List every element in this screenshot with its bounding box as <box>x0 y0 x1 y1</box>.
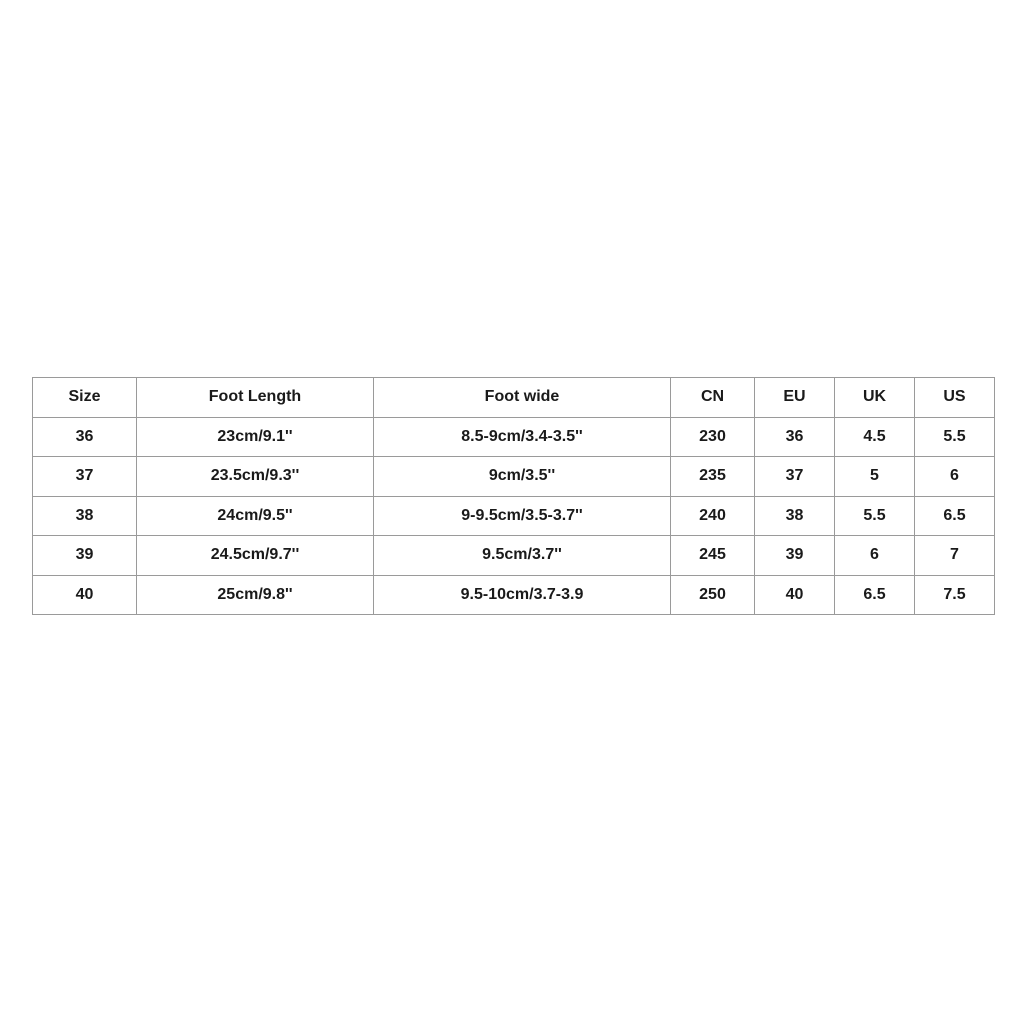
cell-size: 39 <box>33 536 137 576</box>
header-eu: EU <box>755 378 835 418</box>
header-uk: UK <box>835 378 915 418</box>
cell-foot-wide: 9.5cm/3.7'' <box>374 536 671 576</box>
cell-us: 5.5 <box>915 417 995 457</box>
cell-foot-wide: 9.5-10cm/3.7-3.9 <box>374 575 671 615</box>
cell-eu: 40 <box>755 575 835 615</box>
cell-cn: 230 <box>671 417 755 457</box>
header-size: Size <box>33 378 137 418</box>
cell-foot-length: 24cm/9.5'' <box>137 496 374 536</box>
header-cn: CN <box>671 378 755 418</box>
cell-foot-wide: 9-9.5cm/3.5-3.7'' <box>374 496 671 536</box>
cell-uk: 6 <box>835 536 915 576</box>
table-row <box>33 457 995 497</box>
cell-foot-length: 25cm/9.8'' <box>137 575 374 615</box>
cell-eu: 36 <box>755 417 835 457</box>
cell-eu: 38 <box>755 496 835 536</box>
table-row <box>33 496 995 536</box>
cell-us: 7 <box>915 536 995 576</box>
cell-eu: 39 <box>755 536 835 576</box>
cell-foot-length: 24.5cm/9.7'' <box>137 536 374 576</box>
cell-us: 7.5 <box>915 575 995 615</box>
cell-foot-length: 23cm/9.1'' <box>137 417 374 457</box>
table-row <box>33 536 995 576</box>
cell-size: 37 <box>33 457 137 497</box>
cell-cn: 245 <box>671 536 755 576</box>
header-us: US <box>915 378 995 418</box>
cell-foot-length: 23.5cm/9.3'' <box>137 457 374 497</box>
cell-uk: 5.5 <box>835 496 915 536</box>
cell-foot-wide: 9cm/3.5'' <box>374 457 671 497</box>
cell-uk: 4.5 <box>835 417 915 457</box>
table-row <box>33 417 995 457</box>
header-foot-length: Foot Length <box>137 378 374 418</box>
cell-cn: 235 <box>671 457 755 497</box>
cell-size: 36 <box>33 417 137 457</box>
cell-us: 6 <box>915 457 995 497</box>
header-foot-wide: Foot wide <box>374 378 671 418</box>
cell-size: 38 <box>33 496 137 536</box>
cell-cn: 250 <box>671 575 755 615</box>
cell-uk: 6.5 <box>835 575 915 615</box>
cell-uk: 5 <box>835 457 915 497</box>
cell-size: 40 <box>33 575 137 615</box>
cell-eu: 37 <box>755 457 835 497</box>
cell-cn: 240 <box>671 496 755 536</box>
cell-us: 6.5 <box>915 496 995 536</box>
table-header-row <box>33 378 995 418</box>
size-chart-table <box>32 377 995 615</box>
cell-foot-wide: 8.5-9cm/3.4-3.5'' <box>374 417 671 457</box>
table-row <box>33 575 995 615</box>
